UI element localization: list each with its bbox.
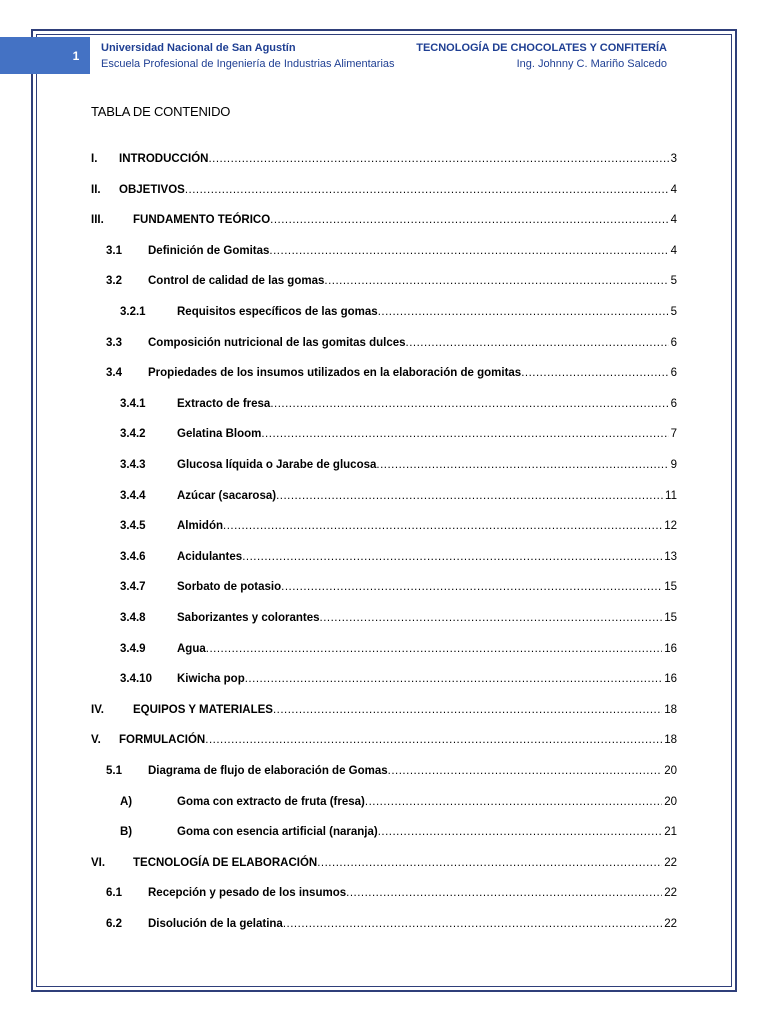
toc-entry-label: Composición nutricional de las gomitas dulces <box>148 336 406 349</box>
toc-entry[interactable] <box>91 909 677 939</box>
toc-entry[interactable] <box>91 817 677 847</box>
toc-entry-page: 5 <box>670 275 677 288</box>
toc-entry-label: FUNDAMENTO TEÓRICO <box>133 214 271 227</box>
toc-entry-label: OBJETIVOS <box>119 183 185 196</box>
toc-entry-page: 20 <box>664 765 677 777</box>
toc-entry-number: V. <box>91 734 101 747</box>
toc-entry-page: 13 <box>664 550 677 563</box>
toc-entry-page: 4 <box>670 244 677 257</box>
toc-leader-dots <box>346 887 662 899</box>
toc-entry-page: 11 <box>665 489 677 502</box>
toc-entry-number: 3.4 <box>106 367 122 380</box>
toc-entry[interactable] <box>91 695 677 725</box>
toc-entry-page: 15 <box>664 612 677 624</box>
toc-entry-number: IV. <box>91 703 105 716</box>
toc-entry-number: 3.2.1 <box>120 306 146 318</box>
toc-entry[interactable] <box>91 511 677 541</box>
toc-leader-dots <box>324 275 668 287</box>
toc-entry-page: 22 <box>664 856 677 869</box>
toc-entry-page: 6 <box>670 397 677 410</box>
toc-entry[interactable] <box>91 878 677 908</box>
toc-entry-label: TECNOLOGÍA DE ELABORACIÓN <box>133 856 318 869</box>
toc-leader-dots <box>261 428 668 440</box>
toc-leader-dots <box>276 490 663 502</box>
toc-leader-dots <box>406 337 669 349</box>
toc-entry-label: Almidón <box>177 520 223 533</box>
toc-entry-page: 22 <box>664 887 677 900</box>
toc-entry-number: 3.4.7 <box>120 581 146 594</box>
toc-leader-dots <box>283 918 662 930</box>
toc-leader-dots <box>376 459 668 471</box>
toc-entry[interactable] <box>91 389 677 419</box>
toc-leader-dots <box>269 245 668 257</box>
toc-entry-number: I. <box>91 153 98 165</box>
toc-entry-label: Recepción y pesado de los insumos <box>148 887 347 900</box>
toc-entry[interactable] <box>91 787 677 817</box>
toc-entry[interactable] <box>91 175 677 205</box>
toc-entry-number: 3.2 <box>106 275 122 288</box>
toc-leader-dots <box>270 214 668 226</box>
header-left <box>101 40 395 72</box>
toc-entry-page: 3 <box>670 153 677 165</box>
toc-entry-label: FORMULACIÓN <box>119 734 206 747</box>
toc-entry-number: 3.4.10 <box>120 673 152 686</box>
toc-entry-number: 3.3 <box>106 336 122 349</box>
toc-entry[interactable] <box>91 756 677 786</box>
toc-entry-page: 16 <box>664 642 677 655</box>
toc-entry-label: Disolución de la gelatina <box>148 918 283 930</box>
toc-entry[interactable] <box>91 542 677 572</box>
toc-entry-number: 3.4.8 <box>120 612 146 624</box>
toc-entry-number: 3.4.6 <box>120 550 146 563</box>
course-name: TECNOLOGÍA DE CHOCOLATES Y CONFITERÍA <box>416 42 667 54</box>
toc-entry-page: 5 <box>670 306 677 318</box>
toc-entry-label: Acidulantes <box>177 550 243 563</box>
toc-leader-dots <box>388 765 663 777</box>
toc-entry-label: Control de calidad de las gomas <box>148 275 325 288</box>
toc-entry-page: 20 <box>664 795 677 808</box>
page-number: 1 <box>72 48 80 63</box>
toc-entry-label: Propiedades de los insumos utilizados en la elaboración de gomitas <box>148 367 522 380</box>
toc-leader-dots <box>270 398 668 410</box>
header-right <box>416 40 667 72</box>
author-name: Ing. Johnny C. Mariño Salcedo <box>516 58 667 70</box>
toc-entry-number: 3.4.5 <box>120 520 146 533</box>
toc-leader-dots <box>281 581 662 593</box>
toc-entry-number: III. <box>91 214 104 227</box>
toc-leader-dots <box>185 184 669 196</box>
toc-entry-label: Sorbato de potasio <box>177 581 282 594</box>
toc-entry-number: 3.4.2 <box>120 428 146 441</box>
toc-entry-label: Definición de Gomitas <box>148 244 270 257</box>
toc-entry[interactable] <box>91 328 677 358</box>
toc-leader-dots <box>521 367 668 379</box>
toc-entry-label: Agua <box>177 642 206 655</box>
toc-leader-dots <box>273 704 662 716</box>
toc-entry[interactable] <box>91 358 677 388</box>
toc-entry-label: Azúcar (sacarosa) <box>177 489 277 502</box>
toc-entry-page: 6 <box>670 336 677 349</box>
toc-entry-label: Diagrama de flujo de elaboración de Gomas <box>148 765 388 777</box>
toc-entry[interactable] <box>91 848 677 878</box>
toc-leader-dots <box>378 306 669 318</box>
toc-leader-dots <box>205 734 662 746</box>
page-number-tab <box>0 37 90 74</box>
university-name: Universidad Nacional de San Agustín <box>101 42 296 54</box>
toc-entry-number: 3.4.1 <box>120 397 146 410</box>
toc-title: TABLA DE CONTENIDO <box>91 104 231 119</box>
toc-leader-dots <box>223 520 662 532</box>
toc-entry-page: 22 <box>664 918 677 930</box>
toc-entry-page: 21 <box>664 826 677 839</box>
toc-entry-page: 9 <box>670 459 677 471</box>
toc-entry[interactable] <box>91 144 677 174</box>
toc-entry-label: Kiwicha pop <box>177 673 245 686</box>
toc-entry-page: 6 <box>670 367 677 380</box>
toc-entry-number: B) <box>120 826 133 839</box>
toc-entry-label: INTRODUCCIÓN <box>119 153 209 165</box>
toc-entry-page: 16 <box>664 673 677 686</box>
toc-leader-dots <box>242 551 662 563</box>
toc-entry-label: Glucosa líquida o Jarabe de glucosa <box>177 459 377 471</box>
toc-leader-dots <box>208 153 668 165</box>
toc-entry-label: Saborizantes y colorantes <box>177 612 320 624</box>
toc-entry-label: Requisitos específicos de las gomas <box>177 306 378 318</box>
toc-entry-label: Goma con extracto de fruta (fresa) <box>177 795 365 808</box>
toc-entry[interactable] <box>91 664 677 694</box>
toc-leader-dots <box>245 673 662 685</box>
toc-entry-number: A) <box>120 795 133 808</box>
toc-entry-page: 18 <box>664 734 677 747</box>
toc-entry[interactable] <box>91 603 677 633</box>
toc-entry[interactable] <box>91 205 677 235</box>
toc-entry[interactable] <box>91 450 677 480</box>
toc-leader-dots <box>206 643 662 655</box>
toc-entry-number: VI. <box>91 856 106 869</box>
toc-entry-label: Extracto de fresa <box>177 397 271 410</box>
toc-entry-page: 7 <box>670 428 677 441</box>
toc-entry-number: 3.1 <box>106 244 122 257</box>
toc-entry-page: 4 <box>670 183 677 196</box>
toc-entry-number: 3.4.9 <box>120 642 146 655</box>
toc-entry[interactable] <box>91 236 677 266</box>
toc-entry-number: 5.1 <box>106 765 122 777</box>
toc-entry-label: EQUIPOS Y MATERIALES <box>133 703 273 716</box>
toc-entry[interactable] <box>91 297 677 327</box>
toc-entry-number: 6.2 <box>106 918 122 930</box>
toc-entry-number: 3.4.3 <box>120 459 146 471</box>
toc-entry-page: 4 <box>670 214 677 227</box>
toc-leader-dots <box>317 857 662 869</box>
toc-entry[interactable] <box>91 419 677 449</box>
toc-entry[interactable] <box>91 634 677 664</box>
toc-entry[interactable] <box>91 572 677 602</box>
toc-entry-number: 3.4.4 <box>120 489 146 502</box>
toc-entry[interactable] <box>91 266 677 296</box>
toc-leader-dots <box>378 826 663 838</box>
toc-entry-page: 18 <box>664 703 677 716</box>
toc-entry-number: 6.1 <box>106 887 122 900</box>
toc-entry[interactable] <box>91 481 677 511</box>
toc-entry[interactable] <box>91 725 677 755</box>
toc-entry-page: 12 <box>664 520 677 533</box>
toc-leader-dots <box>320 612 663 624</box>
school-name: Escuela Profesional de Ingeniería de Industrias Alimentarias <box>101 58 395 70</box>
toc-entry-label: Goma con esencia artificial (naranja) <box>177 826 378 839</box>
toc-entry-label: Gelatina Bloom <box>177 428 262 441</box>
toc-entry-page: 15 <box>664 581 677 594</box>
toc-entry-number: II. <box>91 183 101 196</box>
toc-leader-dots <box>365 796 662 808</box>
